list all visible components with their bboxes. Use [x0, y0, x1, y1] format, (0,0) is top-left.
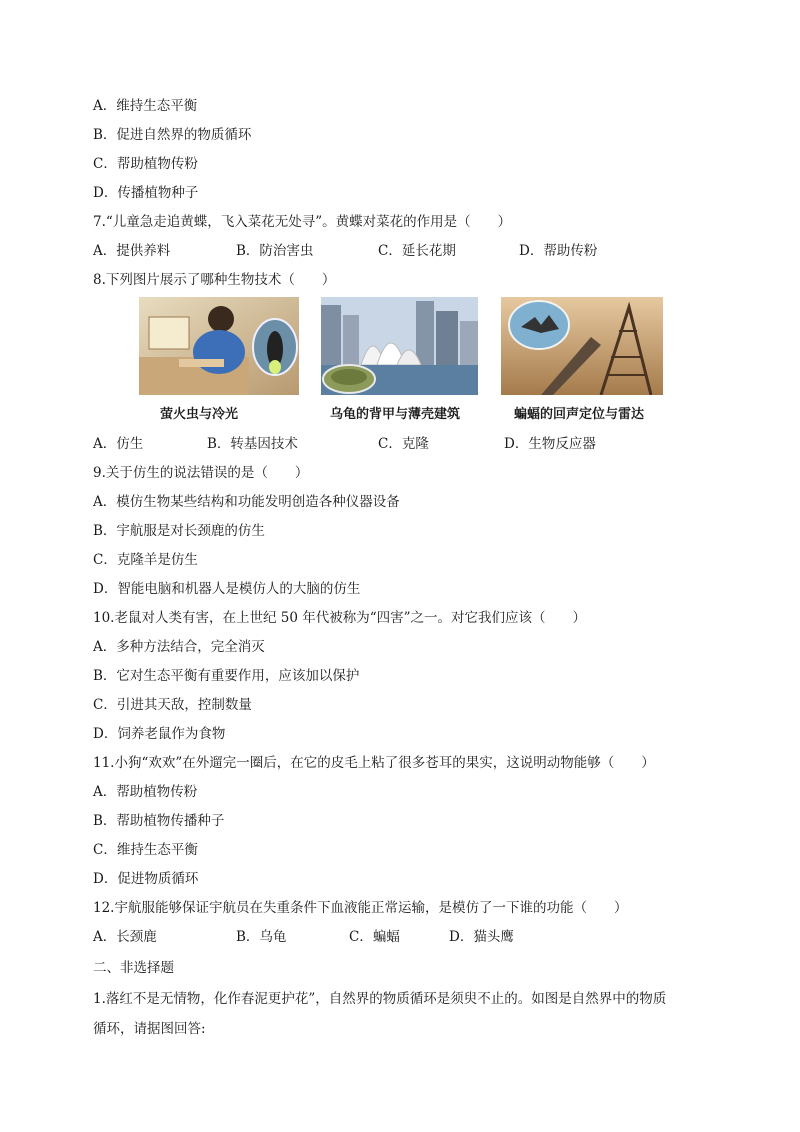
- q11-option-c: C．维持生态平衡: [93, 842, 198, 858]
- q9-option-b: B．宇航服是对长颈鹿的仿生: [93, 523, 265, 539]
- q8-stem: 8.下列图片展示了哪种生物技术（ ）: [93, 272, 336, 288]
- section2-heading: 二、非选择题: [93, 960, 174, 976]
- bat-radar-panel: [501, 297, 663, 395]
- q9-stem: 9.关于仿生的说法错误的是（ ）: [93, 465, 309, 481]
- q8-option-c: C．克隆: [378, 436, 429, 452]
- q8-caption-bat: 蝙蝠的回声定位与雷达: [514, 407, 645, 422]
- q12-option-a: A．长颈鹿: [93, 929, 157, 945]
- q9-option-a: A．模仿生物某些结构和功能发明创造各种仪器设备: [93, 494, 400, 510]
- q12-option-b: B．乌龟: [236, 929, 287, 945]
- q6-option-a: A．维持生态平衡: [93, 98, 198, 114]
- q11-option-d: D．促进物质循环: [93, 871, 199, 887]
- firefly-illustration: [139, 297, 299, 395]
- q12-option-c: C．蝙蝠: [349, 929, 400, 945]
- q6-option-d: D．传播植物种子: [93, 185, 199, 201]
- section2-q1-line2: 循环，请据图回答:: [93, 1021, 206, 1037]
- q11-option-b: B．帮助植物传播种子: [93, 813, 225, 829]
- q10-option-c: C．引进其天敌，控制数量: [93, 697, 252, 713]
- q7-options: [93, 242, 713, 260]
- q8-figure: [134, 297, 664, 427]
- turtle-opera-panel: [321, 297, 478, 395]
- opera-house-illustration: [321, 297, 478, 395]
- q6-option-c: C．帮助植物传粉: [93, 156, 198, 172]
- firefly-panel: [139, 297, 299, 395]
- q11-option-a: A．帮助植物传粉: [93, 784, 198, 800]
- q7-option-c: C．延长花期: [378, 243, 456, 259]
- q11-stem: 11.小狗“欢欢”在外遛完一圈后，在它的皮毛上粘了很多苍耳的果实，这说明动物能够（ ）: [93, 755, 655, 771]
- q10-stem: 10.老鼠对人类有害，在上世纪 50 年代被称为“四害”之一。对它我们应该（ ）: [93, 610, 587, 626]
- q8-option-a: A．仿生: [93, 436, 144, 452]
- q9-option-c: C．克隆羊是仿生: [93, 552, 198, 568]
- q7-option-b: B．防治害虫: [236, 243, 314, 259]
- q8-option-b: B．转基因技术: [207, 436, 298, 452]
- q10-option-d: D．饲养老鼠作为食物: [93, 726, 226, 742]
- q6-option-b: B．促进自然界的物质循环: [93, 127, 252, 143]
- q7-option-d: D．帮助传粉: [519, 243, 598, 259]
- q8-options: [93, 435, 713, 453]
- q10-option-a: A．多种方法结合，完全消灭: [93, 639, 265, 655]
- radar-illustration: [501, 297, 663, 395]
- q12-stem: 12.宇航服能够保证宇航员在失重条件下血液能正常运输，是模仿了一下谁的功能（ ）: [93, 900, 628, 916]
- q8-caption-firefly: 萤火虫与冷光: [160, 407, 239, 422]
- q8-option-d: D．生物反应器: [504, 436, 596, 452]
- q10-option-b: B．它对生态平衡有重要作用，应该加以保护: [93, 668, 360, 684]
- q9-option-d: D．智能电脑和机器人是模仿人的大脑的仿生: [93, 581, 361, 597]
- q8-caption-turtle: 乌龟的背甲与薄壳建筑: [330, 407, 461, 422]
- q7-stem: 7.“儿童急走追黄蝶，飞入菜花无处寻”。黄蝶对菜花的作用是（ ）: [93, 214, 512, 230]
- q7-option-a: A．提供养料: [93, 243, 171, 259]
- section2-q1-line1: 1.落红不是无情物，化作春泥更护花”，自然界的物质循环是须臾不止的。如图是自然界中的物质: [93, 991, 667, 1007]
- q12-options: [93, 928, 713, 946]
- q12-option-d: D．猫头鹰: [449, 929, 514, 945]
